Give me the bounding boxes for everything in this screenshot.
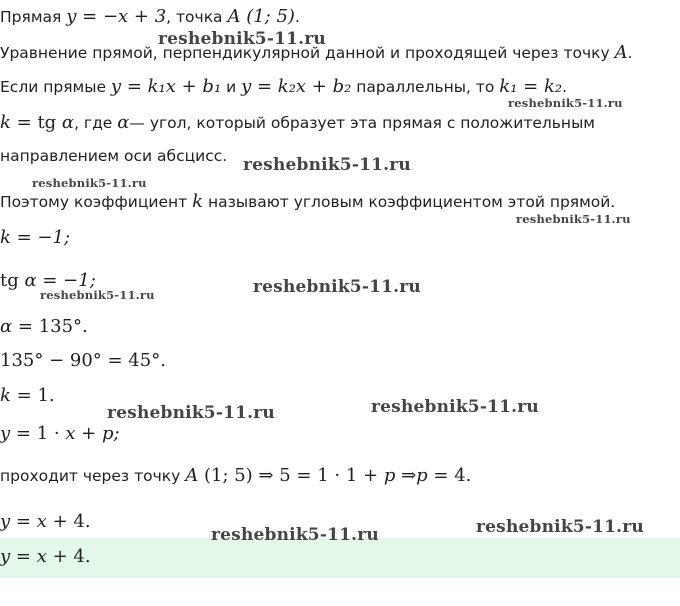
math-expression: 135° − 90° = 45°.: [0, 350, 166, 371]
math-expression: x + p;: [65, 423, 120, 444]
text-run: .: [627, 44, 633, 62]
text-run: Уравнение прямой, перпендикулярной данной и проходящей через точку: [0, 44, 615, 62]
parallel-rule-line: [0, 76, 567, 97]
text-run: направлением оси абсцисс.: [0, 147, 228, 165]
math-expression: α: [117, 112, 130, 133]
math-expression: k₁ = k₂: [499, 76, 563, 97]
watermark: reshebnik5-11.ru: [253, 277, 421, 297]
math-expression: (1; 5) ⇒ 5 = 1 · 1 +: [203, 465, 384, 486]
text-run: называют угловым коэффициентом этой прямой.: [203, 193, 616, 211]
math-expression: k: [192, 191, 204, 212]
math-expression: k =: [0, 112, 38, 133]
answer-line: [0, 546, 91, 567]
result-line: [0, 511, 91, 532]
math-expression: A: [614, 42, 628, 63]
text-run: Прямая: [0, 8, 67, 26]
condition-line: [0, 6, 300, 27]
math-expression: + 4.: [52, 511, 91, 532]
point-substitution-line: [0, 465, 471, 486]
math-expression: y = x: [0, 511, 53, 532]
math-expression: + 4.: [52, 546, 91, 567]
math-expression: A: [185, 465, 204, 486]
slope-definition-line: [0, 112, 595, 133]
math-step-6: [0, 423, 120, 444]
watermark: reshebnik5-11.ru: [476, 517, 644, 537]
slope-definition-continuation: [0, 147, 227, 165]
watermark: reshebnik5-11.ru: [243, 155, 411, 175]
math-step-3: [0, 316, 88, 337]
math-expression: y: [0, 423, 16, 444]
math-expression: k = −1;: [0, 227, 71, 248]
text-run: параллельны, то: [351, 78, 500, 96]
math-expression: = 4.: [433, 465, 472, 486]
math-expression: α = −1;: [24, 270, 96, 291]
text-run: Если прямые: [0, 78, 111, 96]
math-expression: tg: [0, 270, 25, 291]
math-expression: = 1.: [16, 385, 55, 406]
math-expression: α: [61, 112, 75, 133]
math-expression: p: [383, 465, 402, 486]
math-expression: = 135°.: [17, 316, 88, 337]
text-run: Поэтому коэффициент: [0, 193, 193, 211]
math-expression: ⇒: [401, 465, 417, 486]
watermark: reshebnik5-11.ru: [40, 288, 155, 302]
text-run: и: [221, 78, 242, 96]
watermark: reshebnik5-11.ru: [107, 403, 275, 423]
watermark: reshebnik5-11.ru: [371, 397, 539, 417]
math-expression: p: [416, 465, 434, 486]
text-run: , точка: [166, 8, 228, 26]
text-run: , где: [74, 114, 118, 132]
math-expression: A (1; 5): [227, 6, 295, 27]
math-expression: y = x: [0, 546, 53, 567]
watermark: reshebnik5-11.ru: [211, 525, 379, 545]
math-expression: α: [0, 316, 18, 337]
math-expression: y = k₁x + b₁: [110, 76, 222, 97]
math-expression: k: [0, 385, 17, 406]
math-expression: y = −x + 3: [66, 6, 167, 27]
text-run: — угол, который образует эта прямая с положительным: [129, 114, 595, 132]
text-run: .: [562, 78, 568, 96]
math-step-5: [0, 385, 55, 406]
watermark: reshebnik5-11.ru: [508, 96, 623, 110]
math-expression: tg: [37, 112, 62, 133]
text-run: проходит через точку: [0, 467, 186, 485]
math-step-4: [0, 350, 166, 371]
watermark: reshebnik5-11.ru: [516, 212, 631, 226]
watermark: reshebnik5-11.ru: [158, 29, 326, 49]
math-expression: y = k₂x + b₂: [241, 76, 352, 97]
text-run: .: [294, 8, 300, 26]
slope-name-line: [0, 191, 615, 212]
math-step-1: [0, 227, 70, 248]
watermark: reshebnik5-11.ru: [32, 176, 147, 190]
math-expression: = 1 ·: [15, 423, 66, 444]
